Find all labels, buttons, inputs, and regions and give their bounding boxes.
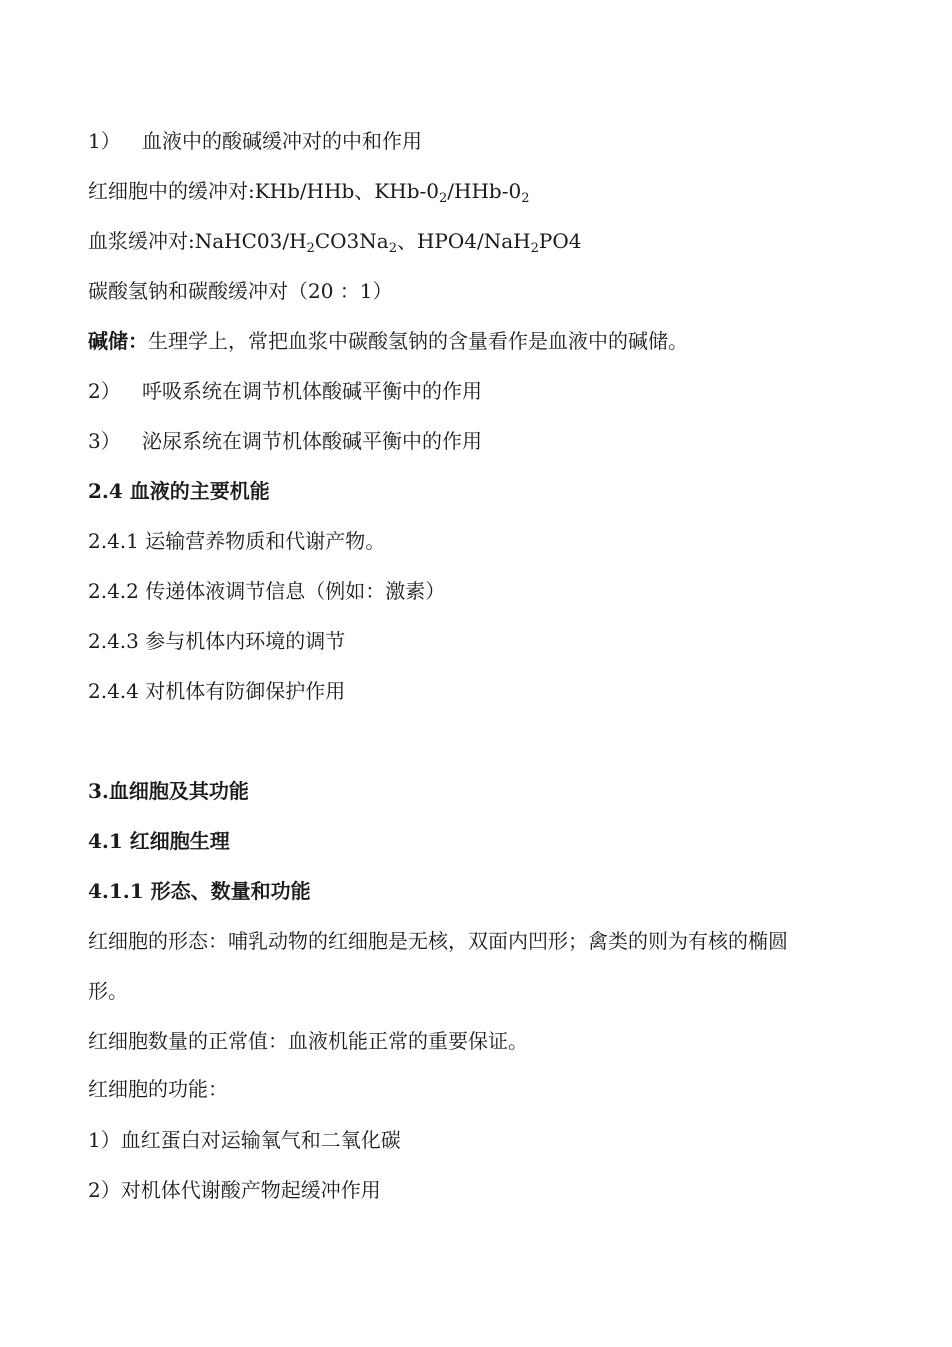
- function-item-2: 2）对机体代谢酸产物起缓冲作用: [88, 1178, 381, 1202]
- list-text: 呼吸系统在调节机体酸碱平衡中的作用: [142, 379, 482, 403]
- bicarbonate-ratio: 碳酸氢钠和碳酸缓冲对（20 ：1）: [88, 279, 393, 303]
- rbc-buffer-pairs: [88, 179, 530, 206]
- paragraph-rbc-function: 红细胞的功能：: [88, 1077, 228, 1101]
- list-number: 1）: [88, 129, 121, 153]
- list-item-3: [88, 429, 482, 453]
- section-heading-2-4: 2.4 血液的主要机能: [88, 479, 270, 503]
- subsection-2-4-3: 2.4.3 参与机体内环境的调节: [88, 629, 346, 653]
- subscript: 2: [306, 241, 315, 256]
- text-segment: 、HPO4/NaH: [396, 229, 531, 253]
- subscript: 2: [439, 191, 448, 206]
- chapter-heading-3: 3.血细胞及其功能: [88, 779, 249, 803]
- text-segment: /HHb-0: [447, 179, 522, 203]
- section-heading-4-1: 4.1 红细胞生理: [88, 829, 230, 853]
- paragraph-rbc-count: 红细胞数量的正常值：血液机能正常的重要保证。: [88, 1029, 528, 1053]
- list-number: 2）: [88, 379, 121, 403]
- term: 碱储：: [88, 329, 148, 353]
- section-heading-4-1-1: 4.1.1 形态、数量和功能: [88, 879, 311, 903]
- text-segment: 红细胞中的缓冲对:KHb/HHb、KHb-0: [88, 179, 440, 203]
- function-item-1: 1）血红蛋白对运输氧气和二氧化碳: [88, 1128, 401, 1152]
- subsection-2-4-1: 2.4.1 运输营养物质和代谢产物。: [88, 529, 386, 553]
- list-number: 3）: [88, 429, 121, 453]
- alkali-reserve-definition: [88, 329, 688, 353]
- text-segment: 血浆缓冲对:NaHC03/H: [88, 229, 307, 253]
- subsection-2-4-2: 2.4.2 传递体液调节信息（例如：激素）: [88, 579, 446, 603]
- definition: 生理学上，常把血浆中碳酸氢钠的含量看作是血液中的碱储。: [148, 329, 688, 353]
- subscript: 2: [521, 191, 530, 206]
- subscript: 2: [388, 241, 397, 256]
- list-item-2: [88, 379, 482, 403]
- subscript: 2: [530, 241, 539, 256]
- plasma-buffer-pairs: [88, 229, 582, 256]
- list-text: 血液中的酸碱缓冲对的中和作用: [142, 129, 422, 153]
- text-segment: PO4: [538, 229, 582, 253]
- subsection-2-4-4: 2.4.4 对机体有防御保护作用: [88, 679, 346, 703]
- list-item-1: [88, 129, 422, 153]
- text-segment: CO3Na: [314, 229, 389, 253]
- paragraph-rbc-shape: 红细胞的形态：哺乳动物的红细胞是无核，双面内凹形；禽类的则为有核的椭圆: [88, 929, 788, 953]
- list-text: 泌尿系统在调节机体酸碱平衡中的作用: [142, 429, 482, 453]
- paragraph-rbc-shape-cont: 形。: [88, 979, 128, 1003]
